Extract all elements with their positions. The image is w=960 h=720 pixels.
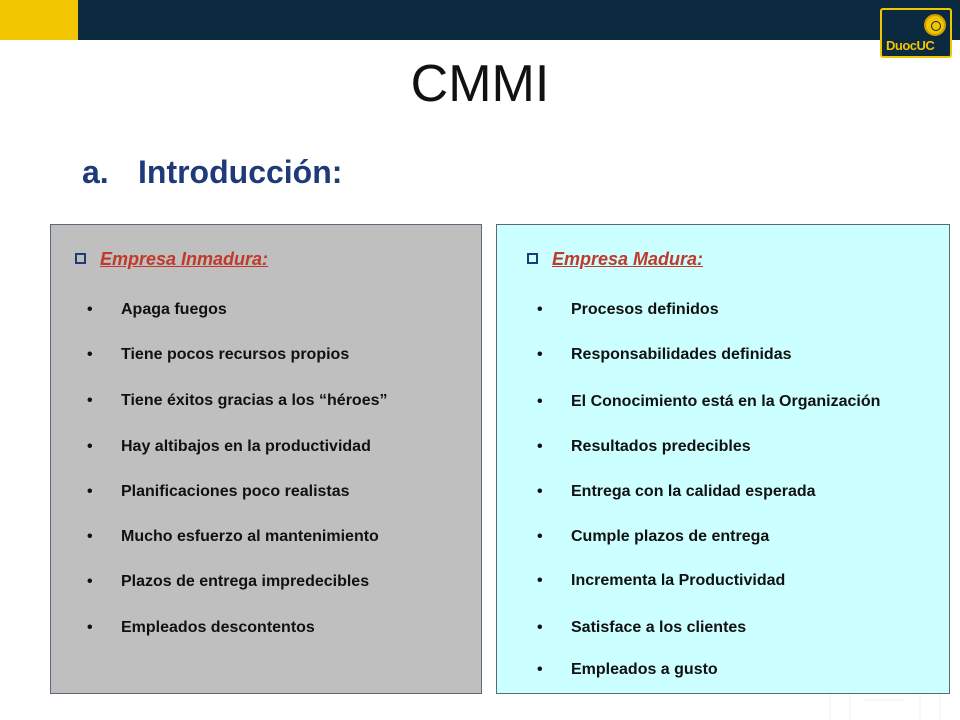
list-item: • Responsabilidades definidas: [537, 346, 792, 363]
list-item-text: Plazos de entrega impredecibles: [121, 573, 370, 590]
mature-company-panel: [496, 224, 950, 694]
list-item-text: Entrega con la calidad esperada: [571, 483, 816, 500]
header-accent-block: [0, 0, 78, 40]
slide-subtitle: [82, 154, 342, 191]
mature-company-heading: [527, 249, 703, 270]
logo-seal-icon: [924, 14, 946, 36]
list-item: • Tiene pocos recursos propios: [87, 346, 350, 363]
list-item: • Mucho esfuerzo al mantenimiento: [87, 528, 379, 545]
list-item: • Procesos definidos: [537, 301, 719, 318]
immature-company-panel: [50, 224, 482, 694]
list-item: • Empleados a gusto: [537, 661, 718, 678]
duocuc-logo: [880, 8, 952, 58]
list-item: • Apaga fuegos: [87, 301, 227, 318]
list-item: • El Conocimiento está en la Organización: [537, 393, 881, 410]
list-item: • Incrementa la Productividad: [537, 572, 786, 589]
checkbox-bullet-icon: [75, 253, 86, 264]
subtitle-number: a.: [82, 154, 109, 190]
header-bar: [0, 0, 960, 40]
slide-title: CMMI: [410, 55, 550, 113]
list-item: • Plazos de entrega impredecibles: [87, 573, 370, 590]
immature-heading-text: Empresa Inmadura:: [100, 249, 269, 269]
subtitle-text: Introducción:: [138, 154, 343, 190]
list-item-text: Procesos definidos: [571, 301, 719, 318]
list-item: • Planificaciones poco realistas: [87, 483, 350, 500]
list-item: • Entrega con la calidad esperada: [537, 483, 816, 500]
list-item-text: Satisface a los clientes: [571, 619, 747, 636]
list-item-text: Incrementa la Productividad: [571, 572, 786, 589]
list-item-text: Tiene pocos recursos propios: [121, 346, 350, 363]
list-item: • Resultados predecibles: [537, 438, 751, 455]
list-item-text: Cumple plazos de entrega: [571, 528, 770, 545]
list-item: • Satisface a los clientes: [537, 619, 747, 636]
list-item-text: Mucho esfuerzo al mantenimiento: [121, 528, 379, 545]
list-item-text: Responsabilidades definidas: [571, 346, 792, 363]
list-item-text: Resultados predecibles: [571, 438, 751, 455]
list-item-text: Empleados descontentos: [121, 619, 315, 636]
list-item-text: Hay altibajos en la productividad: [121, 438, 371, 455]
checkbox-bullet-icon: [527, 253, 538, 264]
list-item-text: Empleados a gusto: [571, 661, 718, 678]
list-item-text: Tiene éxitos gracias a los “héroes”: [121, 392, 388, 409]
logo-text: DuocUC: [886, 38, 935, 53]
list-item: • Tiene éxitos gracias a los “héroes”: [87, 392, 388, 409]
list-item-text: Planificaciones poco realistas: [121, 483, 350, 500]
list-item-text: Apaga fuegos: [121, 301, 227, 318]
list-item: • Hay altibajos en la productividad: [87, 438, 371, 455]
mature-heading-text: Empresa Madura:: [552, 249, 704, 269]
list-item-text: El Conocimiento está en la Organización: [571, 393, 881, 410]
list-item: • Cumple plazos de entrega: [537, 528, 770, 545]
immature-company-heading: [75, 249, 268, 270]
list-item: • Empleados descontentos: [87, 619, 315, 636]
